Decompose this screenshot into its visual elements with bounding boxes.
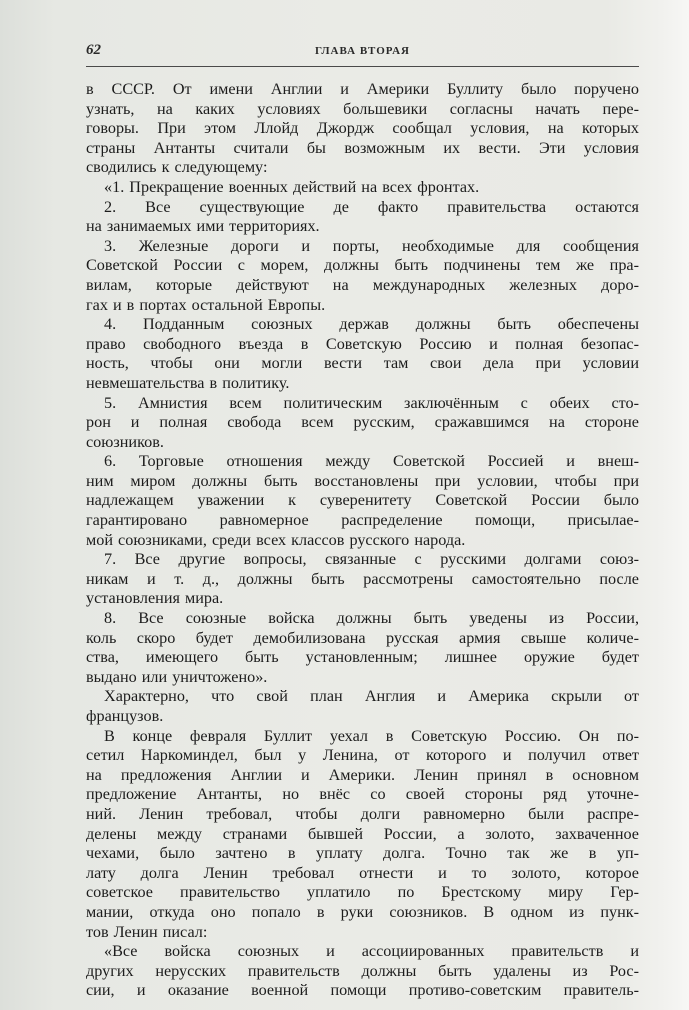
- text-line: союзников.: [86, 432, 164, 451]
- text-line: В конце февраля Буллит уехал в Советскую Россию. Он по-: [104, 726, 639, 745]
- text-line: сводились к следующему:: [86, 158, 268, 177]
- text-line: мании, откуда оно попало в руки союзников. В одном из пунк-: [86, 902, 639, 921]
- text-line: страны Антанты считали бы возможным их вести. Эти условия: [86, 138, 639, 157]
- text-line: 6. Торговые отношения между Советской Россией и внеш-: [104, 452, 639, 471]
- paragraph: [86, 178, 639, 198]
- text-line: 8. Все союзные войска должны быть уведены из России,: [104, 609, 639, 628]
- text-line: на занимаемых ими территориях.: [86, 217, 320, 236]
- text-line: узнать, на каких условиях большевики согласны начать пере-: [86, 99, 639, 118]
- text-line: говоры. При этом Ллойд Джордж сообщал условия, на которых: [86, 119, 639, 138]
- paragraph: [86, 237, 639, 315]
- text-line: «Все войска союзных и ассоциированных правительств и: [104, 942, 639, 961]
- text-line: чехами, было зачтено в уплату долга. Точно так же в уп-: [86, 844, 639, 863]
- text-line: никам и т. д., должны быть рассмотрены самостоятельно после: [86, 569, 639, 588]
- text-line: установления мира.: [86, 589, 224, 608]
- text-line: ства, имеющего быть установленным; лишнее оружие будет: [86, 648, 639, 667]
- text-line: Советской России с морем, должны быть подчинены тем же пра-: [86, 256, 639, 275]
- text-line: делены между странами бывшей России, а золото, захваченное: [86, 824, 639, 843]
- paragraph: [86, 550, 639, 609]
- text-line: других нерусских правительств должны быть удалены из Рос-: [86, 961, 639, 980]
- paragraph: [86, 452, 639, 550]
- page-number: 62: [86, 42, 101, 58]
- paragraph: [86, 687, 639, 726]
- chapter-title: ГЛАВА ВТОРАЯ: [315, 45, 410, 57]
- paragraph: [86, 394, 639, 453]
- text-line: ность, чтобы они могли вести там свои дела при условии: [86, 354, 639, 373]
- text-line: гах и в портах остальной Европы.: [86, 295, 326, 314]
- body-text: [86, 80, 639, 1001]
- text-line: невмешательства в политику.: [86, 373, 290, 392]
- paragraph: [86, 80, 639, 178]
- text-line: сии, и оказание военной помощи противо-советским правитель-: [86, 981, 639, 1000]
- text-line: Характерно, что свой план Англия и Америка скрыли от: [104, 687, 639, 706]
- paragraph: [86, 727, 639, 943]
- text-line: надлежащем уважении к суверенитету Советской России было: [86, 491, 639, 510]
- text-line: мой союзниками, среди всех классов русского народа.: [86, 530, 466, 549]
- text-line: лату долга Ленин требовал отнести и то золото, которое: [86, 863, 639, 882]
- text-line: 5. Амнистия всем политическим заключённым с обеих сто-: [104, 393, 639, 412]
- text-line: советское правительство уплатило по Брестскому миру Гер-: [86, 883, 639, 902]
- text-line: ним миром должны быть восстановлены при условии, чтобы при: [86, 471, 639, 490]
- paragraph: [86, 942, 639, 1001]
- text-line: предложение Антанты, но внёс со своей стороны ряд уточне-: [86, 785, 639, 804]
- text-line: «1. Прекращение военных действий на всех фронтах.: [104, 177, 480, 196]
- text-line: рон и полная свобода всем русским, сражавшимся на стороне: [86, 413, 639, 432]
- text-line: в СССР. От имени Англии и Америки Буллиту было поручено: [86, 80, 639, 98]
- text-line: ний. Ленин требовал, чтобы долги равномерно были распре-: [86, 804, 639, 823]
- paragraph: [86, 198, 639, 237]
- text-line: сетил Наркоминдел, был у Ленина, от которого и получил ответ: [86, 746, 639, 765]
- paragraph: [86, 315, 639, 393]
- text-line: тов Ленин писал:: [86, 922, 208, 941]
- text-line: 7. Все другие вопросы, связанные с русскими долгами союз-: [104, 550, 639, 569]
- text-line: коль скоро будет демобилизована русская армия свыше количе-: [86, 628, 639, 647]
- book-page: [86, 40, 639, 1001]
- text-line: гарантировано равномерное распределение помощи, присылае-: [86, 511, 639, 530]
- text-line: французов.: [86, 707, 164, 725]
- text-line: вилам, которые действуют на международных железных доро-: [86, 275, 639, 294]
- text-line: 3. Железные дороги и порты, необходимые для сообщения: [104, 236, 639, 255]
- header-rule: [86, 66, 639, 67]
- text-line: право свободного въезда в Советскую Россию и полная безопас-: [86, 334, 639, 353]
- text-line: выдано или уничтожено».: [86, 667, 268, 686]
- text-line: на предложения Англии и Америки. Ленин принял в основном: [86, 765, 639, 784]
- text-line: 4. Подданным союзных держав должны быть обеспечены: [104, 315, 639, 334]
- running-head: [86, 40, 639, 62]
- text-line: 2. Все существующие де факто правительства остаются: [104, 197, 639, 216]
- paragraph: [86, 609, 639, 687]
